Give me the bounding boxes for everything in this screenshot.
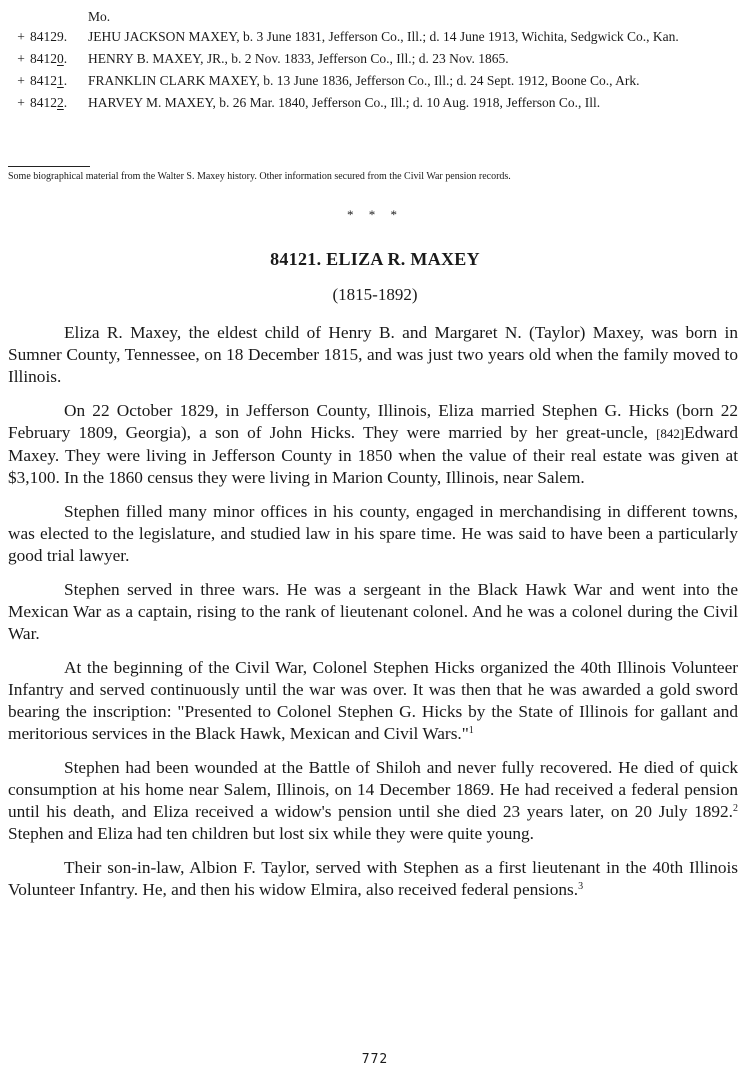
child-number: 84129. xyxy=(30,29,68,44)
footnote-rule xyxy=(8,166,90,167)
section-separator: * * * xyxy=(347,207,403,222)
source-footnote: Some biographical material from the Walter S. Maxey history. Other information secured from the Civil War pension records. xyxy=(8,171,511,182)
footnote-ref: 3 xyxy=(578,881,584,892)
paragraph: Stephen had been wounded at the Battle of Shiloh and never fully recovered. He died of quick consumption at his home near Salem, Illinois, on 14 December 1869. He had received a federal pension until his death, and Eliza received a widow's pension until she died 23 years later, on 20 July 1892.$^2$ Stephen and Eliza had ten children but lost six while they were quite young. xyxy=(8,758,738,843)
section-title: 84121. ELIZA R. MAXEY xyxy=(270,249,480,269)
paragraph: At the beginning of the Civil War, Colonel Stephen Hicks organized the 40th Illinois Volunteer Infantry and served continuously until the war was over. It was then that he was awarded a gold sword bearing the inscription: "Presented to Colonel Stephen G. Hicks by the State of Illinois for gallant and meritorious services in the Black Hawk, Mexican and Civil Wars."$^1$ xyxy=(8,658,738,743)
paragraph: Eliza R. Maxey, the eldest child of Henry B. and Margaret N. (Taylor) Maxey, was born in Sumner County, Tennessee, on 18 December 1815, and was just two years old when the family moved to Illinois. xyxy=(8,323,738,386)
footnote-ref: 2 xyxy=(733,803,738,814)
section-years: (1815-1892) xyxy=(332,285,418,304)
child-number: 84121. xyxy=(30,73,68,88)
child-text: HARVEY M. MAXEY, b. 26 Mar. 1840, Jefferson Co., Ill.; d. 10 Aug. 1918, Jefferson Co., Ill. xyxy=(88,95,601,110)
child-marker: + xyxy=(17,95,25,110)
paragraph: Stephen filled many minor offices in his county, engaged in merchandising in different towns, was elected to the legislature, and studied law in his spare time. He was said to have been a particularly good trial lawyer. xyxy=(8,502,738,565)
child-marker: + xyxy=(17,29,25,44)
child-text: FRANKLIN CLARK MAXEY, b. 13 June 1836, Jefferson Co., Ill.; d. 24 Sept. 1912, Boone Co., Ark. xyxy=(88,73,640,88)
child-text: HENRY B. MAXEY, JR., b. 2 Nov. 1833, Jefferson Co., Ill.; d. 23 Nov. 1865. xyxy=(88,51,509,66)
child-text: JEHU JACKSON MAXEY, b. 3 June 1831, Jefferson Co., Ill.; d. 14 June 1913, Wichita, Sedgwick Co., Kan. xyxy=(88,29,679,44)
child-entry xyxy=(14,50,740,67)
list-continuation xyxy=(14,8,740,25)
bracket-reference: [842] xyxy=(656,426,685,441)
child-entry xyxy=(14,94,740,111)
paragraph: On 22 October 1829, in Jefferson County, Illinois, Eliza married Stephen G. Hicks (born 22 February 1809, Georgia), a son of John Hicks. They were married by her great-uncle, [842]Edward Maxey. They were living in Jefferson County in 1850 when the value of their real estate was given at $3,100. In the 1860 census they were living in Marion County, Illinois, near Salem. xyxy=(8,401,738,487)
children-list xyxy=(14,8,740,116)
paragraph: Stephen served in three wars. He was a sergeant in the Black Hawk War and went into the Mexican War as a captain, rising to the rank of lieutenant colonel. And he was a colonel during the Civil War. xyxy=(8,580,738,643)
child-number: 84120. xyxy=(30,51,68,66)
child-entry xyxy=(14,28,740,45)
biography-body xyxy=(8,322,738,913)
continuation-text: Mo. xyxy=(88,9,111,24)
child-number: 84122. xyxy=(30,95,68,110)
child-marker: + xyxy=(17,73,25,88)
child-marker: + xyxy=(17,51,25,66)
page-number: 772 xyxy=(361,1052,389,1067)
child-entry xyxy=(14,72,740,89)
footnote-ref: 1 xyxy=(468,725,474,736)
paragraph: Their son-in-law, Albion F. Taylor, served with Stephen as a first lieutenant in the 40th Illinois Volunteer Infantry. He, and then his widow Elmira, also received federal pensions.$^3$ xyxy=(8,858,738,899)
